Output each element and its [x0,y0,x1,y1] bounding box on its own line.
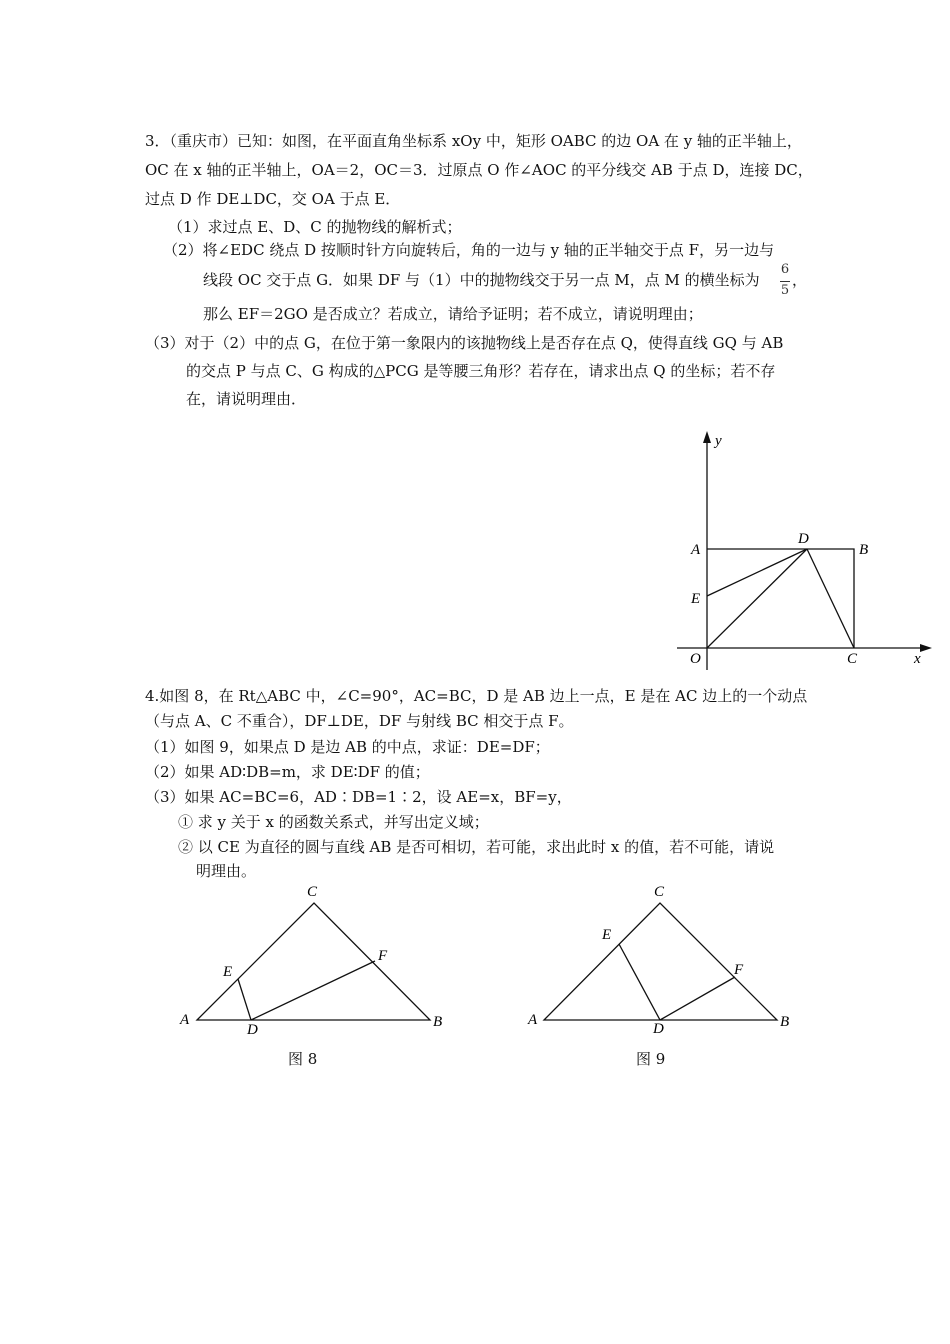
fig8-label-e: E [223,964,233,980]
p3-line-1: 3．（重庆市）已知：如图，在平面直角坐标系 xOy 中，矩形 OABC 的边 OA 在 y 轴的正半轴上， [145,132,802,150]
p3-line-2: OC 在 x 轴的正半轴上，OA＝2，OC＝3．过原点 O 作∠AOC 的平分线交 AB 于点 D，连接 DC， [145,161,813,179]
p4-part3-sub2-cont: 明理由。 [196,862,257,880]
fig8-label-f: F [378,948,388,964]
fraction-bar [780,281,790,282]
label-b: B [859,542,869,558]
p4-line-2: （与点 A、C 不重合），DF⊥DE，DF 与射线 BC 相交于点 F。 [145,712,574,730]
p4-part3-sub1: ① 求 y 关于 x 的函数关系式，并写出定义域； [178,813,489,831]
p3-line-3: 过点 D 作 DE⊥DC，交 OA 于点 E． [145,190,401,208]
p3-part2-line-1: （2）将∠EDC 绕点 D 按顺时针方向旋转后，角的一边与 y 轴的正半轴交于点 F，另一边与 [163,241,775,259]
fig9-label-f: F [734,962,744,978]
p3-part2-line-2: 线段 OC 交于点 G．如果 DF 与（1）中的抛物线交于另一点 M，点 M 的横坐标为 [203,271,760,289]
y-axis-arrow [703,431,711,443]
fig9-label-b: B [780,1014,790,1030]
fraction-denominator: 5 [780,283,790,298]
label-x: x [914,651,921,667]
p4-part3-sub2: ② 以 CE 为直径的圆与直线 AB 是否可相切，若可能，求出此时 x 的值，若不可能，请说 [178,838,775,856]
figure-8 [170,878,460,1038]
segment-df [660,977,735,1020]
p4-line-1: 4.如图 8，在 Rt△ABC 中，∠C=90°，AC=BC，D 是 AB 边上一点，E 是在 AC 边上的一个动点 [145,687,808,705]
fig8-caption: 图 8 [288,1050,318,1068]
line-od [707,549,807,648]
rectangle-oabc [707,549,854,648]
p4-part3: （3）如果 AC=BC=6，AD∶DB=1∶2，设 AE=x，BF=y， [145,788,572,806]
p3-part3-line-2: 的交点 P 与点 C、G 构成的△PCG 是等腰三角形？若存在，请求出点 Q 的坐标；若不存 [186,362,776,380]
figure-9 [520,878,810,1038]
fig8-label-b: B [433,1014,443,1030]
fig9-label-a: A [528,1012,538,1028]
line-dc [807,549,854,648]
segment-ed [619,944,660,1020]
fraction-numerator: 6 [780,262,790,277]
p3-part3-line-1: （3）对于（2）中的点 G，在位于第一象限内的该抛物线上是否存在点 Q，使得直线 GQ 与 AB [145,334,784,352]
label-c: C [847,651,858,667]
segment-ed [238,979,251,1020]
p3-part3-line-3: 在，请说明理由． [186,390,307,408]
segment-df [251,961,375,1020]
label-e: E [691,591,701,607]
p3-part2-comma: ， [792,271,808,289]
x-axis-arrow [920,644,932,652]
triangle-abc [197,903,430,1020]
p4-part1: （1）如图 9，如果点 D 是边 AB 的中点，求证：DE=DF； [145,738,550,756]
p3-coordinate-figure [670,425,940,675]
fig9-label-c: C [654,884,665,900]
p3-part2-line-3: 那么 EF＝2GO 是否成立？若成立，请给予证明；若不成立，请说明理由； [203,305,703,323]
fig9-label-d: D [653,1021,664,1037]
line-ed [707,549,807,596]
fig9-label-e: E [602,927,612,943]
fig8-label-c: C [307,884,318,900]
label-o: O [690,651,701,667]
label-d: D [798,531,809,547]
label-a: A [691,542,701,558]
fig9-caption: 图 9 [636,1050,666,1068]
fig8-label-a: A [180,1012,190,1028]
p3-part1: （1）求过点 E、D、C 的抛物线的解析式； [168,218,462,236]
label-y: y [715,433,722,449]
fig8-label-d: D [247,1022,258,1038]
p4-part2: （2）如果 AD∶DB=m，求 DE∶DF 的值； [145,763,430,781]
